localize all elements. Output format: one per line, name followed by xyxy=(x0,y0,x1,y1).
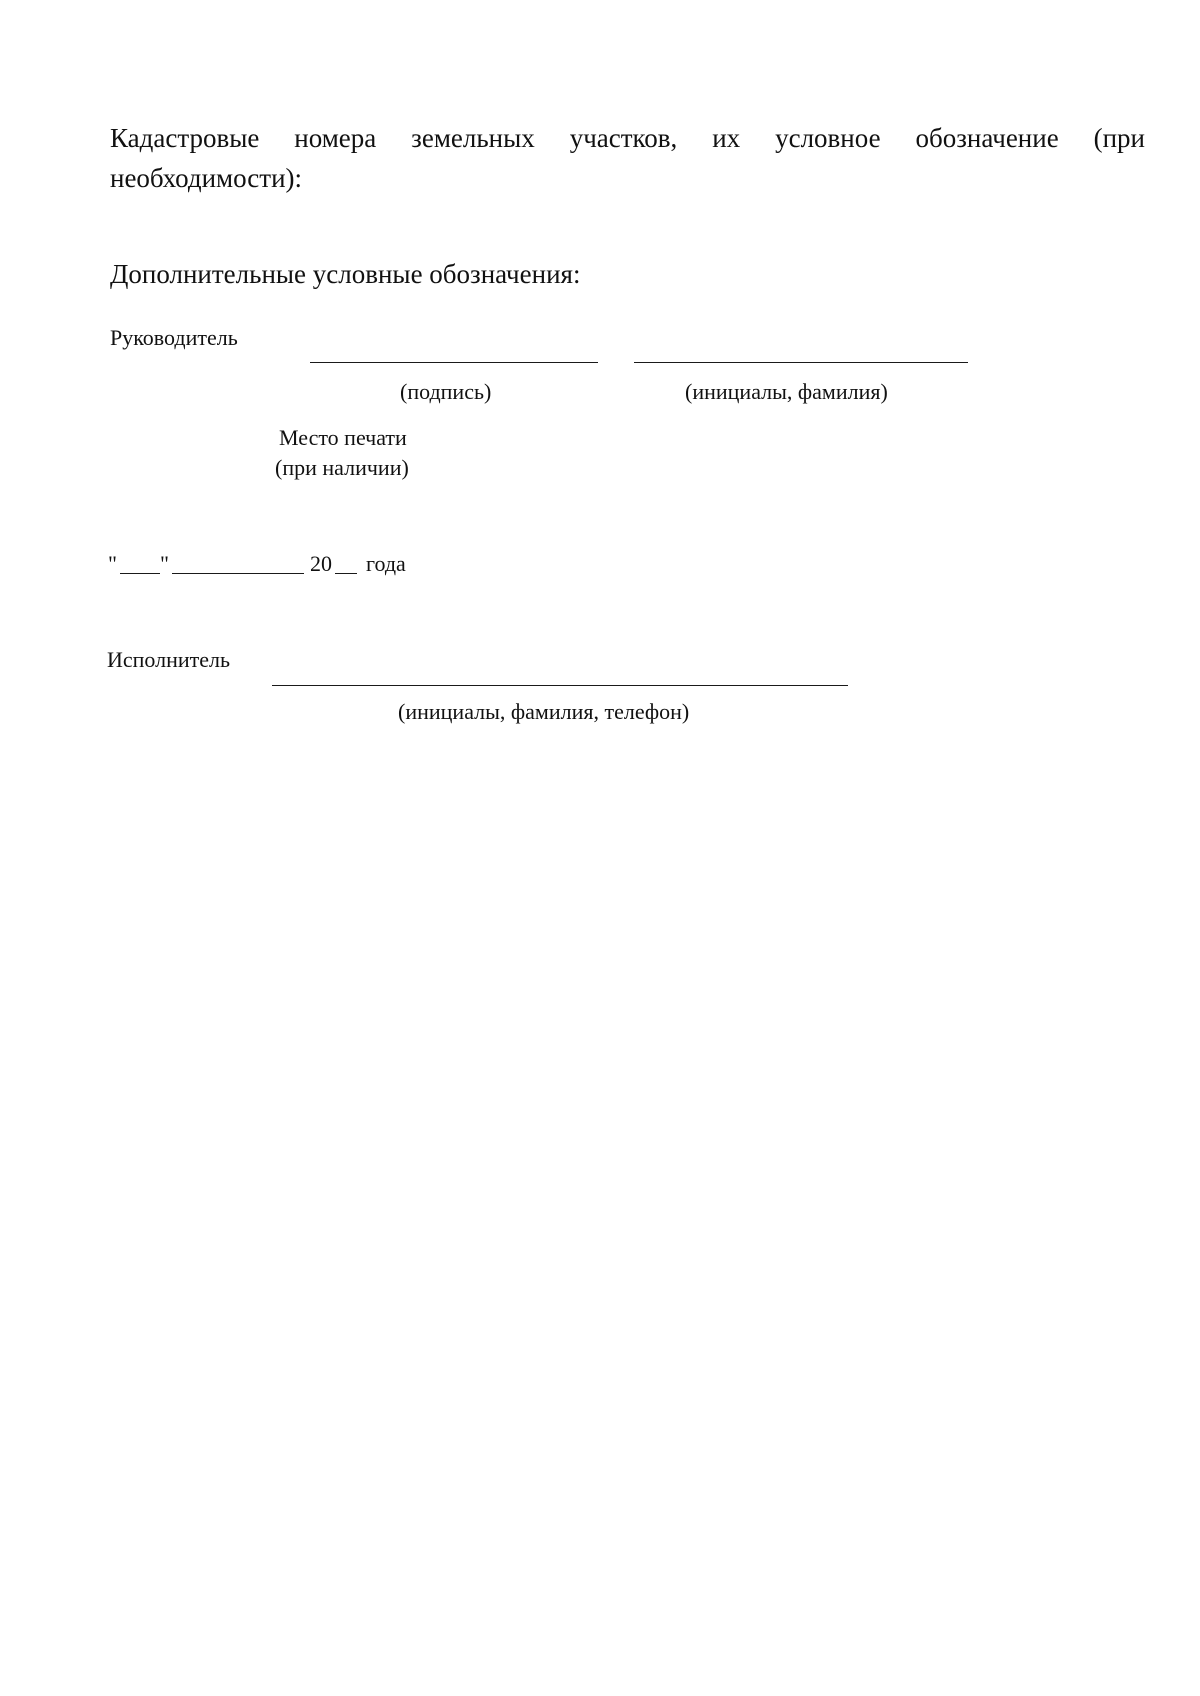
date-close-quote: " xyxy=(160,551,169,576)
head-label: Руководитель xyxy=(110,325,238,350)
name-caption: (инициалы, фамилия) xyxy=(685,379,888,404)
year-prefix: 20 xyxy=(310,551,332,576)
signature-line xyxy=(310,362,598,363)
executor-caption: (инициалы, фамилия, телефон) xyxy=(398,699,690,724)
cadastral-numbers-line2: необходимости): xyxy=(110,163,303,193)
date-open-quote: " xyxy=(108,551,117,576)
day-blank-line xyxy=(120,573,160,574)
stamp-place-label: Место печати xyxy=(279,425,407,450)
stamp-place-note: (при наличии) xyxy=(275,455,409,480)
additional-symbols-heading: Дополнительные условные обозначения: xyxy=(110,259,581,289)
executor-label: Исполнитель xyxy=(107,647,231,672)
month-blank-line xyxy=(172,573,304,574)
year-blank-line xyxy=(335,573,357,574)
name-line xyxy=(634,362,968,363)
cadastral-numbers-line1: Кадастровые номера земельных участков, их условное обозначение (при xyxy=(110,123,1145,153)
executor-line xyxy=(272,685,848,686)
year-word: года xyxy=(366,551,406,576)
signature-caption: (подпись) xyxy=(400,379,492,404)
